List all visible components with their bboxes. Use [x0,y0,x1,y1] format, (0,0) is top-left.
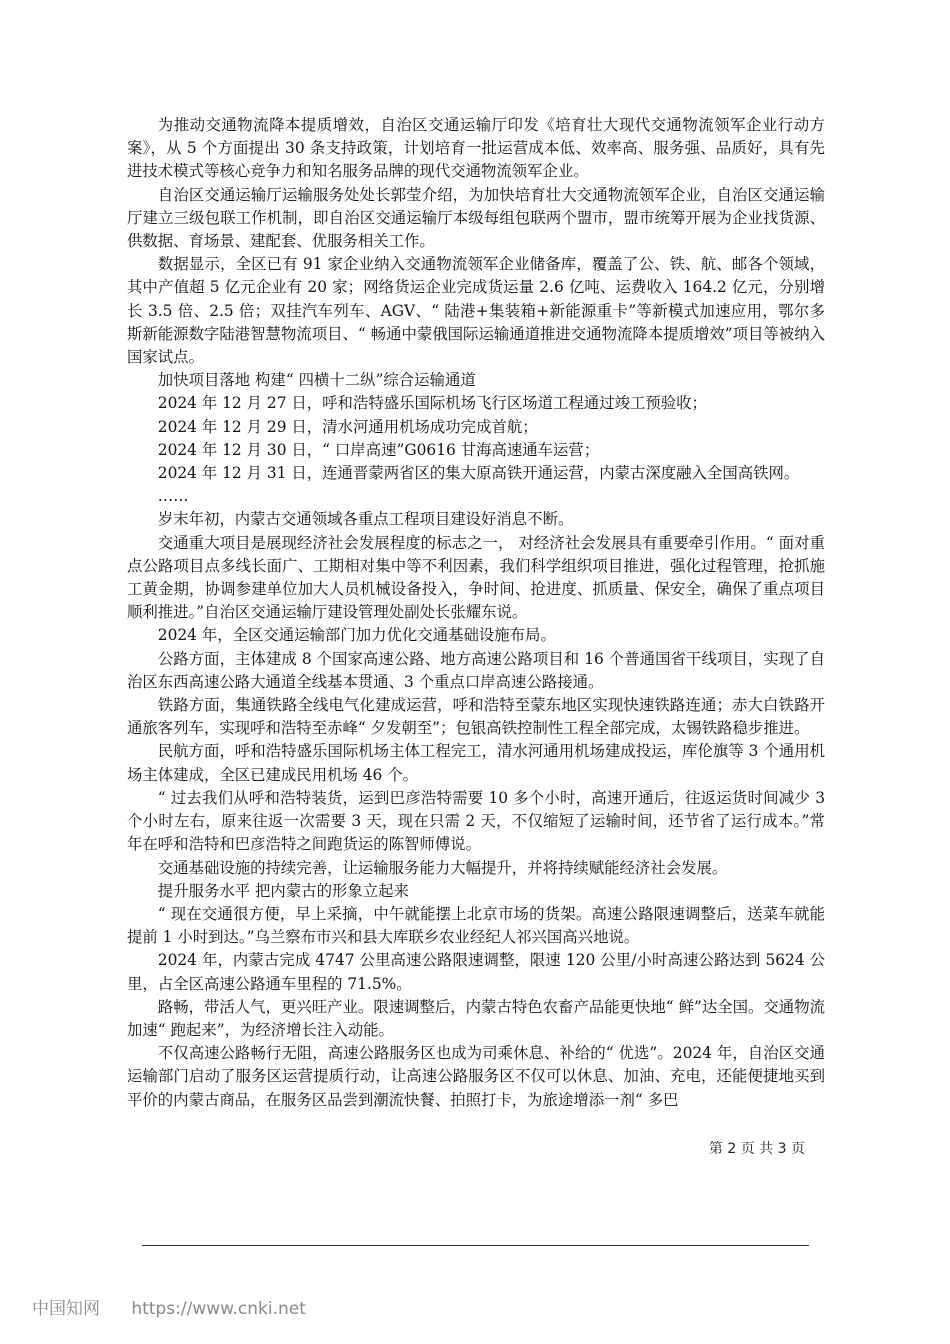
paragraph: 交通基础设施的持续完善，让运输服务能力大幅提升，并将持续赋能经济社会发展。 [157,858,728,877]
paragraph: 2024 年，全区交通运输部门加力优化交通基础设施布局。 [157,626,556,645]
paragraph: “ 过去我们从呼和浩特装货，运到巴彦浩特需要 10 多个小时，高速开通后，往返运货时间减少 3 个小时左右，原来往返一次需要 3 天，现在只需 2 天，不仅缩短了运输时间，还节省了运行成本。”常年在呼和浩特和巴彦浩特之间跑货运的陈智师傅说。 [127,788,825,854]
section-heading: 提升服务水平 把内蒙古的形象立起来 [157,881,409,900]
watermark-brand: 中国知网 [32,1299,100,1319]
paragraph: 2024 年 12 月 29 日，清水河通用机场成功完成首航； [157,417,538,436]
paragraph: 2024 年 12 月 30 日，“ 口岸高速”G0616 甘海高速通车运营； [157,440,600,459]
paragraph: “ 现在交通很方便，早上采摘，中午就能摆上北京市场的货架。高速公路限速调整后，送菜车就能提前 1 小时到达。”乌兰察布市兴和县大库联乡农业经纪人祁兴国高兴地说。 [127,904,825,947]
watermark-url: https://www.cnki.net [131,1299,306,1319]
page-number: 第 2 页 共 3 页 [708,1141,805,1157]
paragraph: 2024 年 12 月 27 日，呼和浩特盛乐国际机场飞行区场道工程通过竣工预验收； [157,394,707,413]
paragraph: 民航方面，呼和浩特盛乐国际机场主体工程完工，清水河通用机场建成投运，库伦旗等 3 个通用机场主体建成，全区已建成民用机场 46 个。 [127,742,825,784]
paragraph: 自治区交通运输厅运输服务处处长郭莹介绍，为加快培育壮大交通物流领军企业，自治区交通运输厅建立三级包联工作机制，即自治区交通运输厅本级每组包联两个盟市，盟市统筹开展为企业找货源、供数据、育场景、建配套、优服务相关工作。 [127,185,825,251]
paragraph: 2024 年 12 月 31 日，连通晋蒙两省区的集大原高铁开通运营，内蒙古深度融入全国高铁网。 [157,464,800,483]
paragraph: 铁路方面，集通铁路全线电气化建成运营，呼和浩特至蒙东地区实现快速铁路连通；赤大白铁路开通旅客列车，实现呼和浩特至赤峰“ 夕发朝至”；包银高铁控制性工程全部完成，太锡铁路稳步推进。 [127,696,825,738]
section-heading: 加快项目落地 构建“ 四横十二纵”综合运输通道 [157,371,476,390]
paragraph: 路畅，带活人气，更兴旺产业。限速调整后，内蒙古特色农畜产品能更快地“ 鲜”达全国。交通物流加速“ 跑起来”，为经济增长注入动能。 [127,997,825,1039]
paragraph: 为推动交通物流降本提质增效，自治区交通运输厅印发《培育壮大现代交通物流领军企业行动方案》，从 5 个方面提出 30 条支持政策，计划培育一批运营成本低、效率高、服务强、品质好，具有先进技术模式等核心竞争力和知名服务品牌的现代交通物流领军企业。 [127,116,825,181]
paragraph: 2024 年，内蒙古完成 4747 公里高速公路限速调整，限速 120 公里/小时高速公路达到 5624 公里，占全区高速公路通车里程的 71.5%。 [127,951,825,993]
paragraph: 数据显示，全区已有 91 家企业纳入交通物流领军企业储备库，覆盖了公、铁、航、邮各个领域，其中产值超 5 亿元企业有 20 家；网络货运企业完成货运量 2.6 亿吨、运费收入 164.2 亿元，分别增长 3.5 倍、2.5 倍；双挂汽车列车、AGV、“ 陆港+集装箱+新能源重卡”等新模式加速应用，鄂尔多斯新能源数字陆港智慧物流项目、“ 畅通中蒙俄国际运输通道推进交通物流降本提质增效”项目等被纳入国家试点。 [127,255,825,367]
paragraph: 岁末年初，内蒙古交通领域各重点工程项目建设好消息不断。 [157,510,574,529]
paragraph: 交通重大项目是展现经济社会发展程度的标志之一， 对经济社会发展具有重要牵引作用。“ 面对重点公路项目点多线长面广、工期相对集中等不利因素，我们科学组织项目推进，强化过程管理，抢抓施工黄金期，协调参建单位加大人员机械设备投入，争时间、抢进度、抓质量、保安全，确保了重点项目顺利推进。”自治区交通运输厅建设管理处副处长张耀东说。 [127,533,825,622]
paragraph: …… [157,487,189,506]
footer-divider [142,1245,809,1246]
cnki-watermark [32,1294,306,1319]
paragraph: 公路方面，主体建成 8 个国家高速公路、地方高速公路项目和 16 个普通国省干线项目，实现了自治区东西高速公路大通道全线基本贯通、3 个重点口岸高速公路接通。 [127,649,825,691]
paragraph: 不仅高速公路畅行无阻，高速公路服务区也成为司乘休息、补给的“ 优选”。2024 年，自治区交通运输部门启动了服务区运营提质行动，让高速公路服务区不仅可以休息、加油、充电，还能便捷地买到平价的内蒙古商品，在服务区品尝到潮流快餐、拍照打卡，为旅途增添一剂“ 多巴 [127,1044,825,1109]
article-body [127,114,825,1112]
